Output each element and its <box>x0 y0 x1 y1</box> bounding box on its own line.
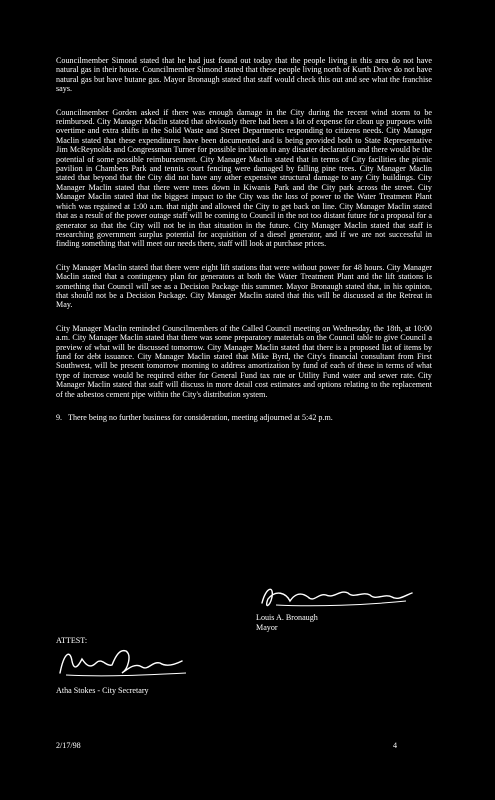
item-text: There being no further business for consideration, meeting adjourned at 5:42 p.m. <box>68 413 333 422</box>
mayor-name: Louis A. Bronaugh <box>256 613 318 622</box>
paragraph-storm-damage: Councilmember Gorden asked if there was enough damage in the City during the recent wind storm to be reimbursed. City Manager Maclin stated that obviously there had been a lot of expense for clean up purposes with overtime and extra shifts in the Solid Waste and Street Departments responding to citizens needs. City Manager Maclin stated that these expenditures have been documented and is being provided both to State Representative Jim McReynolds and Congressman Turner for possible inclusion in any disaster declaration and there would be the potential of some possible reimbursement. City Manager Maclin stated that in terms of City facilities the picnic pavilion in Chambers Park and tennis court fencing were damaged by falling pine trees. City Manager Maclin stated that beyond that the City did not have any other expensive structural damage to any City buildings. City Manager Maclin stated that there were trees down in Kiwanis Park and the City park across the street. City Manager Maclin stated that the biggest impact to the City was the loss of power to the Water Treatment Plant which was regained at 1:00 a.m. that night and allowed the City to get back on line. City Manager Maclin stated that as a result of the power outage staff will be coming to Council in the not too distant future for a proposal for a generator so that the City will not be in that situation in the future. City Manager Maclin stated that staff is researching government surplus potential for acquisition of a diesel generator, and if we are not successful in finding something that will meet our needs there, staff will look at purchase prices. <box>56 107 432 249</box>
mayor-title: Mayor <box>256 623 278 632</box>
paragraph-called-meeting: City Manager Maclin reminded Councilmembers of the Called Council meeting on Wednesday, the 18th, at 10:00 a.m. City Manager Maclin stated that there was some preparatory materials on the Council table to give Council a preview of what will be discussed tomorrow. City Manager Maclin stated that there is a proposed list of items by fund for debt issuance. City Manager Maclin stated that Mike Byrd, the City's financial consultant from First Southwest, will be present tomorrow morning to address amortization by fund of each of these in terms of what type of increase would be required either for General Fund tax rate or Utility Fund water and sewer rate. City Manager Maclin stated that staff will discuss in more detail cost estimates and options relating to the replacement of the asbestos cement pipe within the City's distribution system. <box>56 323 432 399</box>
agenda-item-adjournment <box>56 413 432 422</box>
mayor-signature-block <box>256 583 436 633</box>
attest-label: ATTEST: <box>56 636 88 645</box>
secretary-signature <box>56 645 196 681</box>
attest-block <box>56 636 256 696</box>
paragraph-lift-stations: City Manager Maclin stated that there were eight lift stations that were without power for 48 hours. City Manager Maclin stated that a contingency plan for generators at both the Water Treatment Plant and the lift stations is something that Council will see as a Decision Package this summer. Mayor Bronaugh stated that, in his opinion, that should not be a Decision Package. City Manager Maclin stated that this will be discussed at the Retreat in May. <box>56 262 432 310</box>
page-number: 4 <box>393 741 398 750</box>
paragraph-gas-service: Councilmember Simond stated that he had just found out today that the people living in this area do not have natural gas in their house. Councilmember Simond stated that these people living north of Kurth Drive do not have natural gas but have butane gas. Mayor Bronaugh stated that staff would check this out and see what the franchise says. <box>56 56 432 94</box>
minutes-body <box>56 56 432 434</box>
secretary-name: Atha Stokes - City Secretary <box>56 686 149 695</box>
footer-date: 2/17/98 <box>56 741 81 750</box>
mayor-signature <box>256 583 416 613</box>
item-number: 9. <box>56 413 63 422</box>
